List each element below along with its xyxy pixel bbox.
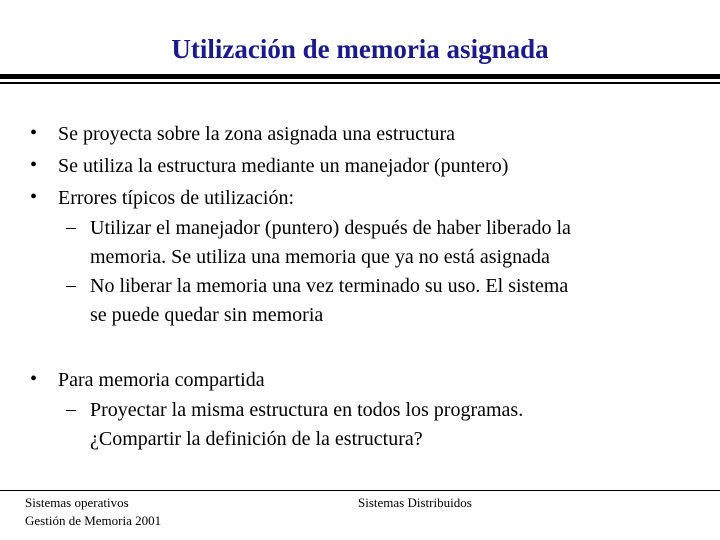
sub-bullet-text: se puede quedar sin memoria — [90, 304, 324, 326]
sub-bullet-text: Utilizar el manejador (puntero) después de haber liberado la — [90, 217, 571, 239]
bullet-dot: • — [30, 122, 38, 144]
bullet-text: Se utiliza la estructura mediante un manejador (puntero) — [58, 155, 509, 177]
bullet-dot: • — [30, 154, 38, 176]
sub-bullet-text: Proyectar la misma estructura en todos los programas. — [90, 399, 524, 421]
bullet-dot: • — [30, 186, 38, 208]
title-rule-thin — [0, 82, 720, 84]
footer-course: Sistemas operativos — [25, 495, 129, 510]
sub-bullet-dash: – — [66, 274, 76, 296]
sub-bullet-dash: – — [66, 398, 76, 420]
sub-bullet-text: memoria. Se utiliza una memoria que ya no está asignada — [90, 246, 550, 268]
footer-center: Sistemas Distribuidos — [358, 495, 472, 510]
sub-bullet-dash: – — [66, 216, 76, 238]
slide-title: Utilización de memoria asignada — [171, 34, 549, 64]
bullet-dot: • — [30, 368, 38, 390]
footer-rule — [0, 490, 720, 491]
footer-left — [25, 494, 161, 530]
sub-bullet-text: ¿Compartir la definición de la estructura? — [90, 428, 423, 450]
title-rule-thick — [0, 74, 720, 79]
bullet-text: Se proyecta sobre la zona asignada una estructura — [58, 123, 456, 145]
bullet-text: Errores típicos de utilización: — [58, 187, 295, 209]
sub-bullet-text: No liberar la memoria una vez terminado su uso. El sistema — [90, 275, 569, 297]
bullet-text: Para memoria compartida — [58, 369, 265, 391]
footer-topic: Gestión de Memoria 2001 — [25, 513, 162, 528]
